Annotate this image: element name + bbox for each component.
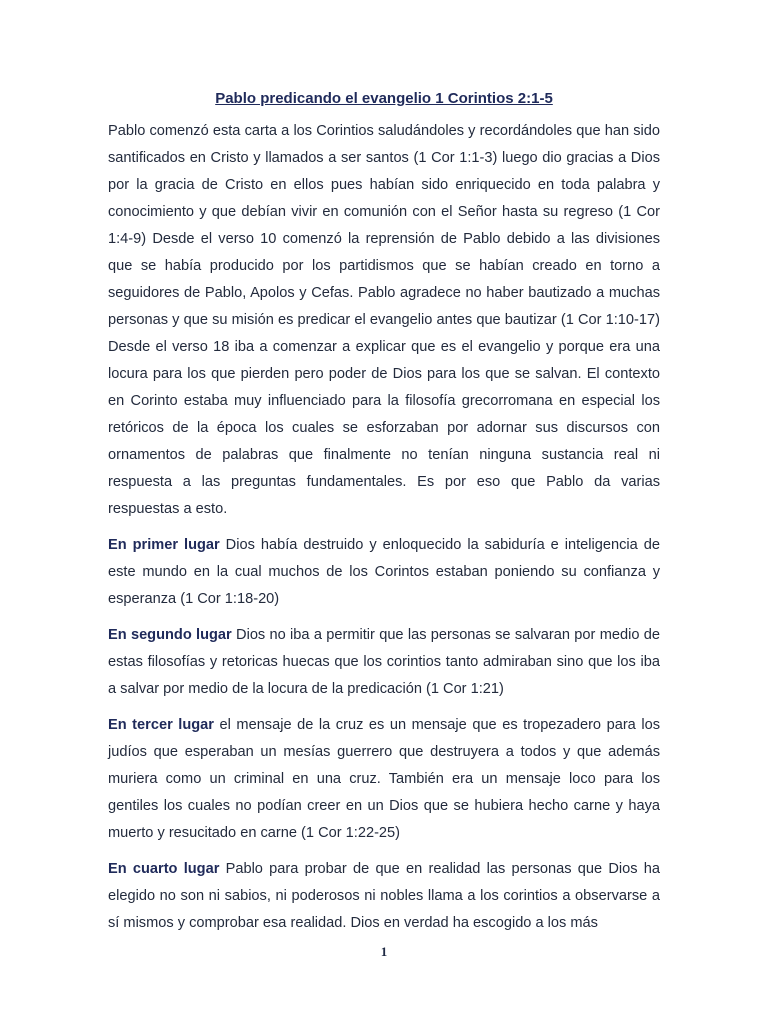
point-lead-3: En tercer lugar (108, 717, 214, 733)
point-text-3: el mensaje de la cruz es un mensaje que es tropezadero para los judíos que esperaban un mesías guerrero que destruyera a todos y que además muriera como un criminal en una cruz. También era un mensaje loco para los gentiles los cuales no podían creer en un Dios que se hubiera hecho carne y haya muerto y resucitado en carne (1 Cor 1:22-25) (108, 717, 660, 841)
point-paragraph-2 (108, 622, 660, 703)
point-text-4: Pablo para probar de que en realidad las personas que Dios ha elegido no son ni sabios, ni poderosos ni nobles llama a los corintios a observarse a sí mismos y comprobar esa realidad. Dios en verdad ha escogido a los más (108, 861, 660, 931)
document-body (108, 118, 660, 946)
point-lead-2: En segundo lugar (108, 627, 232, 643)
point-text-1: Dios había destruido y enloquecido la sabiduría e inteligencia de este mundo en la cual muchos de los Corintos estaban poniendo su confianza y esperanza (1 Cor 1:18-20) (108, 537, 660, 607)
point-paragraph-4 (108, 856, 660, 937)
intro-paragraph: Pablo comenzó esta carta a los Corintios saludándoles y recordándoles que han sido santificados en Cristo y llamados a ser santos (1 Cor 1:1-3) luego dio gracias a Dios por la gracia de Cristo en ellos pues habían sido enriquecido en toda palabra y conocimiento y que debían vivir en comunión con el Señor hasta su regreso (1 Cor 1:4-9) Desde el verso 10 comenzó la reprensión de Pablo debido a las divisiones que se había producido por los partidismos que se habían creado en torno a seguidores de Pablo, Apolos y Cefas. Pablo agradece no haber bautizado a muchas personas y que su misión es predicar el evangelio antes que bautizar (1 Cor 1:10-17) Desde el verso 18 iba a comenzar a explicar que es el evangelio y porque era una locura para los que pierden pero poder de Dios para los que se salvan. El contexto en Corinto estaba muy influenciado para la filosofía grecorromana en especial los retóricos de la época los cuales se esforzaban por adornar sus discursos con ornamentos de palabras que finalmente no tenían ninguna sustancia real ni respuesta a las preguntas fundamentales. Es por eso que Pablo da varias respuestas a esto. (108, 123, 660, 517)
point-paragraph-1 (108, 532, 660, 613)
point-lead-4: En cuarto lugar (108, 861, 220, 877)
point-text-2: Dios no iba a permitir que las personas se salvaran por medio de estas filosofías y retoricas huecas que los corintios tanto admiraban sino que los iba a salvar por medio de la locura de la predicación (1 Cor 1:21) (108, 627, 660, 697)
point-paragraph-3 (108, 712, 660, 847)
page-number: 1 (380, 944, 388, 959)
point-lead-1: En primer lugar (108, 537, 220, 553)
document-title: Pablo predicando el evangelio 1 Corintios 2:1-5 (215, 90, 553, 107)
